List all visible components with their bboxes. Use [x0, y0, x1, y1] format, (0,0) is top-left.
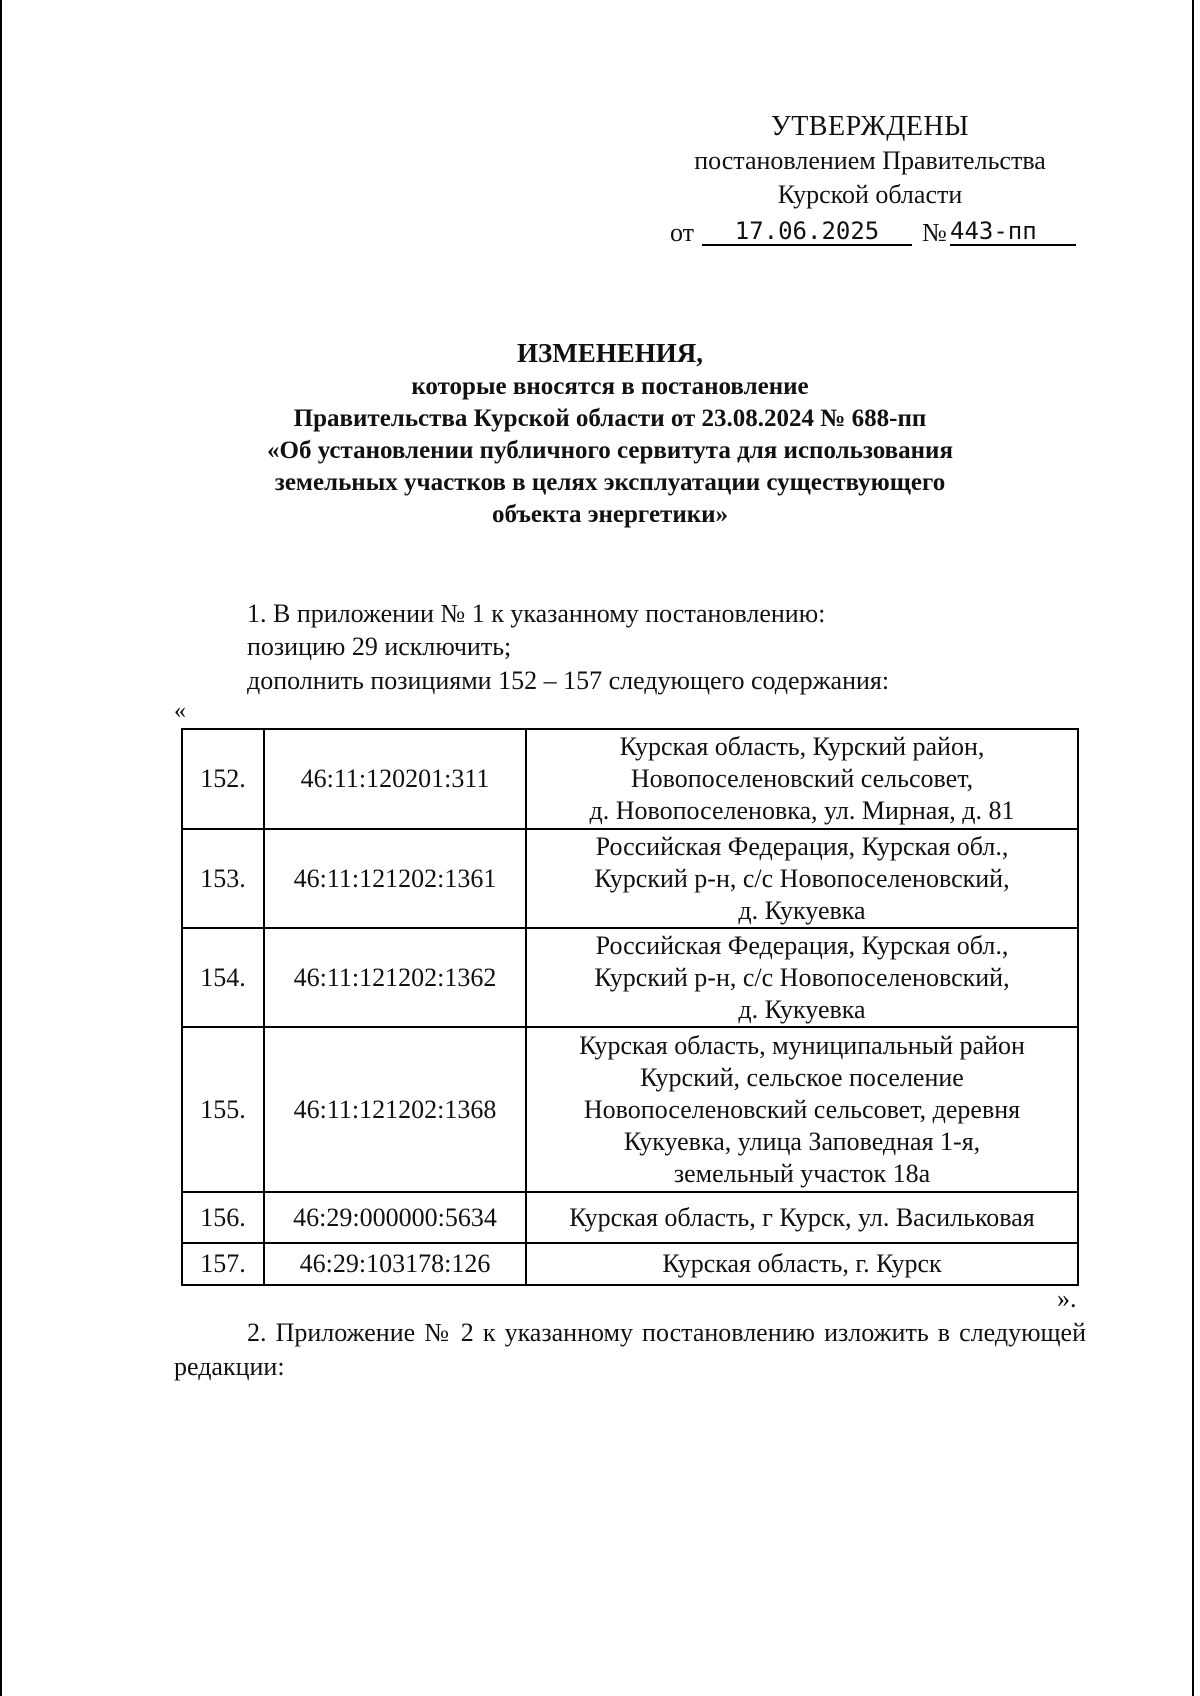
- table-row: [182, 1243, 1078, 1285]
- from-label: от: [670, 218, 695, 247]
- table-row: [182, 729, 1078, 829]
- document-heading: [170, 335, 1050, 531]
- approval-stamp: [660, 110, 1080, 250]
- address-line: Кукуевка, улица Заповедная 1-я,: [623, 1126, 981, 1156]
- address-line: д. Кукуевка: [738, 895, 866, 925]
- address-line: д. Новопоселеновка, ул. Мирная, д. 81: [589, 796, 1015, 825]
- heading-line-3: «Об установлении публичного сервитута для использования: [267, 437, 953, 464]
- approval-date-line: [660, 214, 1080, 250]
- row-number: 154.: [182, 928, 264, 1027]
- heading-line-4: земельных участков в целях эксплуатации существующего: [274, 469, 946, 496]
- scan-edge-left: [0, 0, 2, 1696]
- cadastral-number: 46:29:000000:5634: [264, 1192, 526, 1243]
- approval-title: УТВЕРЖДЕНЫ: [770, 111, 970, 142]
- address-line: Курский р-н, с/с Новопоселеновский,: [594, 962, 1010, 992]
- approval-line-2: Курской области: [777, 180, 963, 209]
- address-cell: [526, 829, 1078, 928]
- section1-intro: 1. В приложении № 1 к указанному постановлению:: [247, 599, 826, 628]
- table-row: [182, 928, 1078, 1027]
- scan-edge-right: [1192, 0, 1194, 1696]
- cadastral-number: 46:29:103178:126: [264, 1243, 526, 1285]
- heading-main: ИЗМЕНЕНИЯ,: [516, 338, 703, 368]
- address-line: Курская область, муниципальный район: [579, 1030, 1025, 1060]
- cadastral-number: 46:11:121202:1368: [264, 1027, 526, 1192]
- address-cell: [526, 729, 1078, 829]
- row-number: 152.: [182, 729, 264, 829]
- heading-line-1: которые вносятся в постановление: [411, 373, 809, 400]
- section2-text: 2. Приложение № 2 к указанному постановлению изложить в следующей редакции:: [174, 1318, 1086, 1381]
- address-line: Новопоселеновский сельсовет,: [630, 764, 974, 793]
- number-sign: №: [922, 218, 947, 247]
- address-line: Курский р-н, с/с Новопоселеновский,: [594, 863, 1010, 893]
- positions-table: [181, 728, 1079, 1286]
- address-line: Курская область, г Курск, ул. Васильковая: [569, 1202, 1035, 1232]
- row-number: 155.: [182, 1027, 264, 1192]
- address-line: Курская область, Курский район,: [619, 732, 985, 761]
- address-line: Российская Федерация, Курская обл.,: [595, 831, 1009, 861]
- address-line: д. Кукуевка: [738, 994, 866, 1024]
- heading-line-5: объекта энергетики»: [491, 501, 729, 528]
- address-cell: [526, 1192, 1078, 1243]
- approval-number: 443-пп: [950, 214, 1076, 246]
- quote-close: ».: [1057, 1284, 1077, 1313]
- cadastral-number: 46:11:120201:311: [264, 729, 526, 829]
- table-row: [182, 1192, 1078, 1243]
- row-number: 157.: [182, 1243, 264, 1285]
- address-line: Курская область, г. Курск: [662, 1249, 942, 1278]
- approval-line-1: постановлением Правительства: [694, 146, 1046, 175]
- cadastral-number: 46:11:121202:1362: [264, 928, 526, 1027]
- section1-item-a: позицию 29 исключить;: [247, 632, 512, 661]
- row-number: 156.: [182, 1192, 264, 1243]
- address-line: Новопоселеновский сельсовет, деревня: [583, 1094, 1021, 1124]
- address-cell: [526, 1027, 1078, 1192]
- row-number: 153.: [182, 829, 264, 928]
- heading-line-2: Правительства Курской области от 23.08.2024 № 688-пп: [293, 405, 927, 432]
- cadastral-number: 46:11:121202:1361: [264, 829, 526, 928]
- address-line: земельный участок 18а: [673, 1158, 931, 1188]
- quote-open: «: [174, 698, 186, 724]
- address-line: Курский, сельское поселение: [640, 1062, 964, 1092]
- address-cell: [526, 1243, 1078, 1285]
- table-row: [182, 829, 1078, 928]
- section1-item-b: дополнить позициями 152 – 157 следующего содержания:: [247, 666, 890, 695]
- address-cell: [526, 928, 1078, 1027]
- table-row: [182, 1027, 1078, 1192]
- approval-date: 17.06.2025: [702, 214, 912, 246]
- address-line: Российская Федерация, Курская обл.,: [595, 930, 1009, 960]
